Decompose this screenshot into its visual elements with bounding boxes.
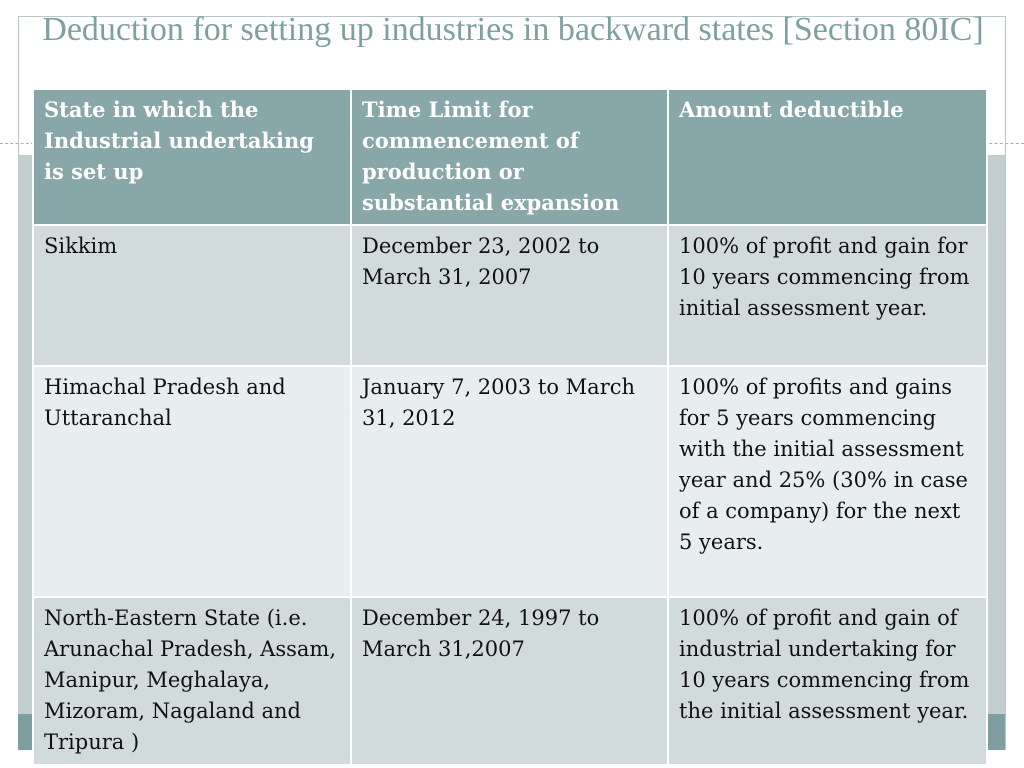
cell-state: North-Eastern State (i.e. Arunachal Pradesh, Assam, Manipur, Meghalaya, Mizoram, Nagaland and Tripura ) xyxy=(33,597,351,765)
cell-time-limit: December 23, 2002 to March 31, 2007 xyxy=(351,225,668,366)
table-header-row xyxy=(33,89,987,225)
table-row xyxy=(33,597,987,765)
divider-line-left xyxy=(0,143,34,144)
cell-amount: 100% of profit and gain for 10 years commencing from initial assessment year. xyxy=(668,225,987,366)
slide-title: Deduction for setting up industries in backward states [Section 80IC] xyxy=(42,11,984,48)
cell-time-limit: January 7, 2003 to March 31, 2012 xyxy=(351,366,668,597)
cell-state: Himachal Pradesh and Uttaranchal xyxy=(33,366,351,597)
table-row xyxy=(33,225,987,366)
cell-amount: 100% of profits and gains for 5 years commencing with the initial assessment year and 25% (30% in case of a company) for the next 5 years. xyxy=(668,366,987,597)
deduction-table xyxy=(32,88,988,766)
divider-line-right xyxy=(984,143,1024,144)
cell-state: Sikkim xyxy=(33,225,351,366)
side-band-right xyxy=(985,155,1005,750)
cell-amount: 100% of profit and gain of industrial undertaking for 10 years commencing from the initial assessment year. xyxy=(668,597,987,765)
header-time-limit: Time Limit for commencement of production or substantial expansion xyxy=(351,89,668,225)
header-amount: Amount deductible xyxy=(668,89,987,225)
cell-time-limit: December 24, 1997 to March 31,2007 xyxy=(351,597,668,765)
table-row xyxy=(33,366,987,597)
header-state: State in which the Industrial undertaking is set up xyxy=(33,89,351,225)
bottom-accent-right xyxy=(985,714,1005,750)
